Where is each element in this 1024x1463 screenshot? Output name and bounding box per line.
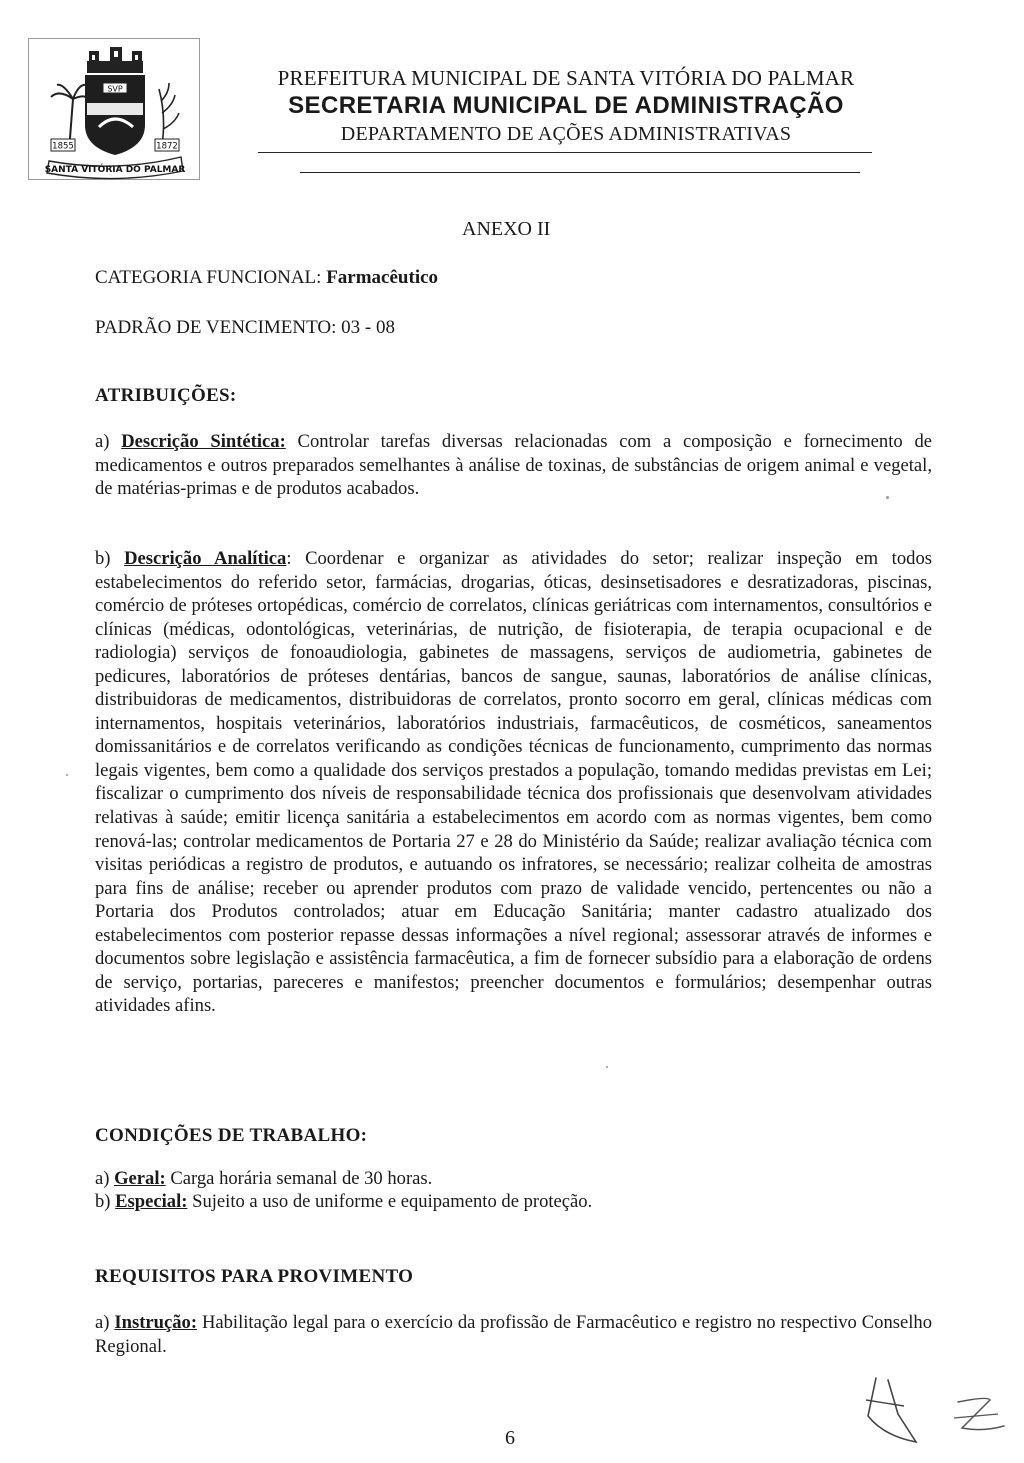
instrucao-label: Instrução: [114,1312,198,1333]
handwritten-initials-signature [858,1370,1008,1450]
item-prefix: a) [95,1312,115,1333]
svg-text:1872: 1872 [156,141,178,152]
requisitos-heading: REQUISITOS PARA PROVIMENTO [95,1266,414,1287]
coat-of-arms-icon [29,39,201,181]
item-prefix: b) [95,548,125,569]
item-prefix: b) [95,1191,116,1212]
header-divider [258,152,872,153]
condicao-geral-label: Geral: [114,1168,166,1189]
instrucao-paragraph [95,1311,932,1358]
descricao-sintetica-text: Controlar tarefas diversas relacionadas com a composição e fornecimento de medicamentos e outros preparados semelhantes à análise de toxinas, de substâncias de origem animal e vegetal, de matérias-primas e de produtos acabados. [95,431,932,500]
scan-speck [66,774,68,776]
categoria-value: Farmacêutico [326,267,439,288]
condicao-geral [95,1168,432,1190]
descricao-analitica-label: Descrição Analítica [124,548,287,569]
descricao-sintetica-paragraph [95,430,932,501]
header-secretaria: SECRETARIA MUNICIPAL DE ADMINISTRAÇÃO [288,92,844,119]
item-prefix: a) [95,431,122,452]
padrao-vencimento [95,317,395,339]
descricao-analitica-paragraph [95,547,932,1018]
municipal-coat-of-arms [28,38,200,180]
svg-text:SVP: SVP [107,84,123,94]
condicoes-heading: CONDIÇÕES DE TRABALHO: [95,1125,368,1146]
header-prefeitura: PREFEITURA MUNICIPAL DE SANTA VITÓRIA DO PALMAR [277,66,855,90]
descricao-sintetica-label: Descrição Sintética: [121,431,286,452]
condicao-especial-text: Sujeito a uso de uniforme e equipamento de proteção. [187,1191,593,1212]
condicao-especial [95,1191,592,1213]
header-divider-secondary [300,172,860,173]
condicao-especial-label: Especial: [115,1191,188,1212]
padrao-value: 03 - 08 [341,317,395,338]
header-departamento: DEPARTAMENTO DE AÇÕES ADMINISTRATIVAS [340,123,792,145]
page-number: 6 [505,1427,515,1449]
scan-speck [886,496,889,499]
atribuicoes-heading: ATRIBUIÇÕES: [95,385,237,406]
scan-speck [606,1066,608,1068]
svg-text:SANTA VITÓRIA DO PALMAR: SANTA VITÓRIA DO PALMAR [44,165,186,175]
svg-text:1855: 1855 [52,141,74,152]
item-prefix: a) [95,1168,115,1189]
instrucao-text: Habilitação legal para o exercício da profissão de Farmacêutico e registro no respectivo Conselho Regional. [95,1312,932,1357]
annex-title: ANEXO II [462,218,551,240]
descricao-analitica-text: : Coordenar e organizar as atividades do setor; realizar inspeção em todos estabelecimentos do referido setor, farmácias, drogarias, óticas, desinsetisadores e desratizadoras, piscinas, comércio de próteses ortopédicas, comércio de correlatos, clínicas geriátricas com internamentos, consultórios e clínicas (médicas, odontológicas, veterinárias, de nutrição, de fisioterapia, de terapia ocupacional e de radiologia) serviços de fonoaudiologia, gabinetes de massagens, serviços de audiometria, gabinetes de pedicures, laboratórios de próteses dentárias, bancos de sangue, saunas, laboratórios de análise clínicas, distribuidoras de medicamentos, distribuidoras de correlatos, pronto socorro em geral, clínicas médicas com internamentos, hospitais veterinários, laboratórios industriais, farmacêuticos, de cosméticos, saneamentos domissanitários e de correlatos verificando as condições técnicas de funcionamento, cumprimento das normas legais vigentes, bem como a qualidade dos serviços prestados a população, tomando medidas previstas em Lei; fiscalizar o cumprimento dos níveis de responsabilidade técnica dos profissionais que desenvolvam atividades relativas à saúde; emitir licença sanitária a estabelecimentos em acordo com as normas vigentes, bem como renová-las; controlar medicamentos de Portaria 27 e 28 do Ministério da Saúde; realizar avaliação técnica com visitas periódicas a registro de produtos, e autuando os infratores, se necessário; realizar colheita de amostras para fins de análise; receber ou aprender produtos com prazo de validade vencido, pertencentes ou não a Portaria dos Produtos controlados; atuar em Educação Sanitária; manter cadastro atualizado dos estabelecimentos com posterior repasse dessas informações a nível regional; assessorar através de informes e documentos sobre legislação e assistência farmacêutica, a fim de fornecer subsídio para a elaboração de ordens de serviço, portarias, pareceres e manifestos; preencher documentos e formulários; desempenhar outras atividades afins. [95,548,932,1017]
condicao-geral-text: Carga horária semanal de 30 horas. [165,1168,433,1189]
categoria-funcional [95,267,438,289]
categoria-label: CATEGORIA FUNCIONAL: [95,267,327,288]
padrao-label: PADRÃO DE VENCIMENTO: [95,317,342,338]
